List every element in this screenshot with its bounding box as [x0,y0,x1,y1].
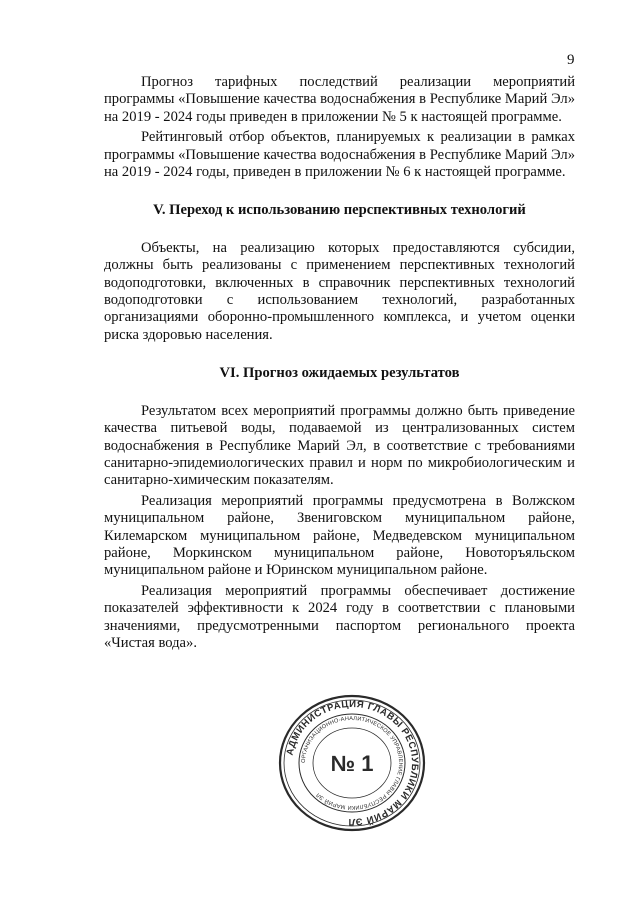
document-body [104,74,575,652]
intro-paragraph-1: Прогноз тарифных последствий реализации мероприятий программы «Повышение качества водоснабжения в Республике Марий Эл» на 2019 - 2024 годы приведен в приложении № 5 к настоящей программе. [104,74,575,125]
section-6-paragraph-1: Результатом всех мероприятий программы должно быть приведение качества питьевой воды, подаваемой из централизованных систем водоснабжения в Республике Марий Эл, в соответствие с требованиями санитарно-эпидемиологических правил и норм по микробиологическим и санитарно-химическим показателям. [104,402,575,489]
section-5-heading: V. Переход к использованию перспективных технологий [153,202,526,219]
intro-paragraph-2: Рейтинговый отбор объектов, планируемых к реализации в рамках программы «Повышение качества водоснабжения в Республике Марий Эл» на 2019 - 2024 годы, приведен в приложении № 6 к настоящей программе. [104,129,575,181]
section-5-paragraph-1: Объекты, на реализацию которых предоставляются субсидии, должны быть реализованы с применением перспективных технологий водоподготовки, включенных в справочник перспективных технологий водоподготовки с использованием технологий, разработанных организациями оборонно-промышленного комплекса, и учетом оценки риска здоровью населения. [104,239,575,343]
section-5 [104,202,575,344]
stamp-outer-text: АДМИНИСТРАЦИЯ ГЛАВЫ РЕСПУБЛИКИ МАРИЙ ЭЛ [284,698,421,828]
stamp-number: № 1 [330,751,374,776]
section-6-heading: VI. Прогноз ожидаемых результатов [219,365,460,382]
page-number: 9 [567,52,575,68]
section-6 [104,365,575,652]
section-6-paragraph-2: Реализация мероприятий программы предусмотрена в Волжском муниципальном районе, Звениговском муниципальном районе, Килемарском муниципальном районе, Медведевском муниципальном районе, Моркинском муниципальном районе, Новоторъяльском муниципальном районе и Юринском муниципальном районе. [104,492,575,579]
official-stamp [277,693,427,833]
stamp-inner-text: ОРГАНИЗАЦИОННО-АНАЛИТИЧЕСКОЕ УПРАВЛЕНИЕ ГЛАВЫ РЕСПУБЛИКИ МАРИЙ ЭЛ [300,715,404,811]
section-6-paragraph-3: Реализация мероприятий программы обеспечивает достижение показателей эффективности к 2024 году в соответствии с плановыми значениями, предусмотренными паспортом регионального проекта «Чистая вода». [104,582,575,651]
